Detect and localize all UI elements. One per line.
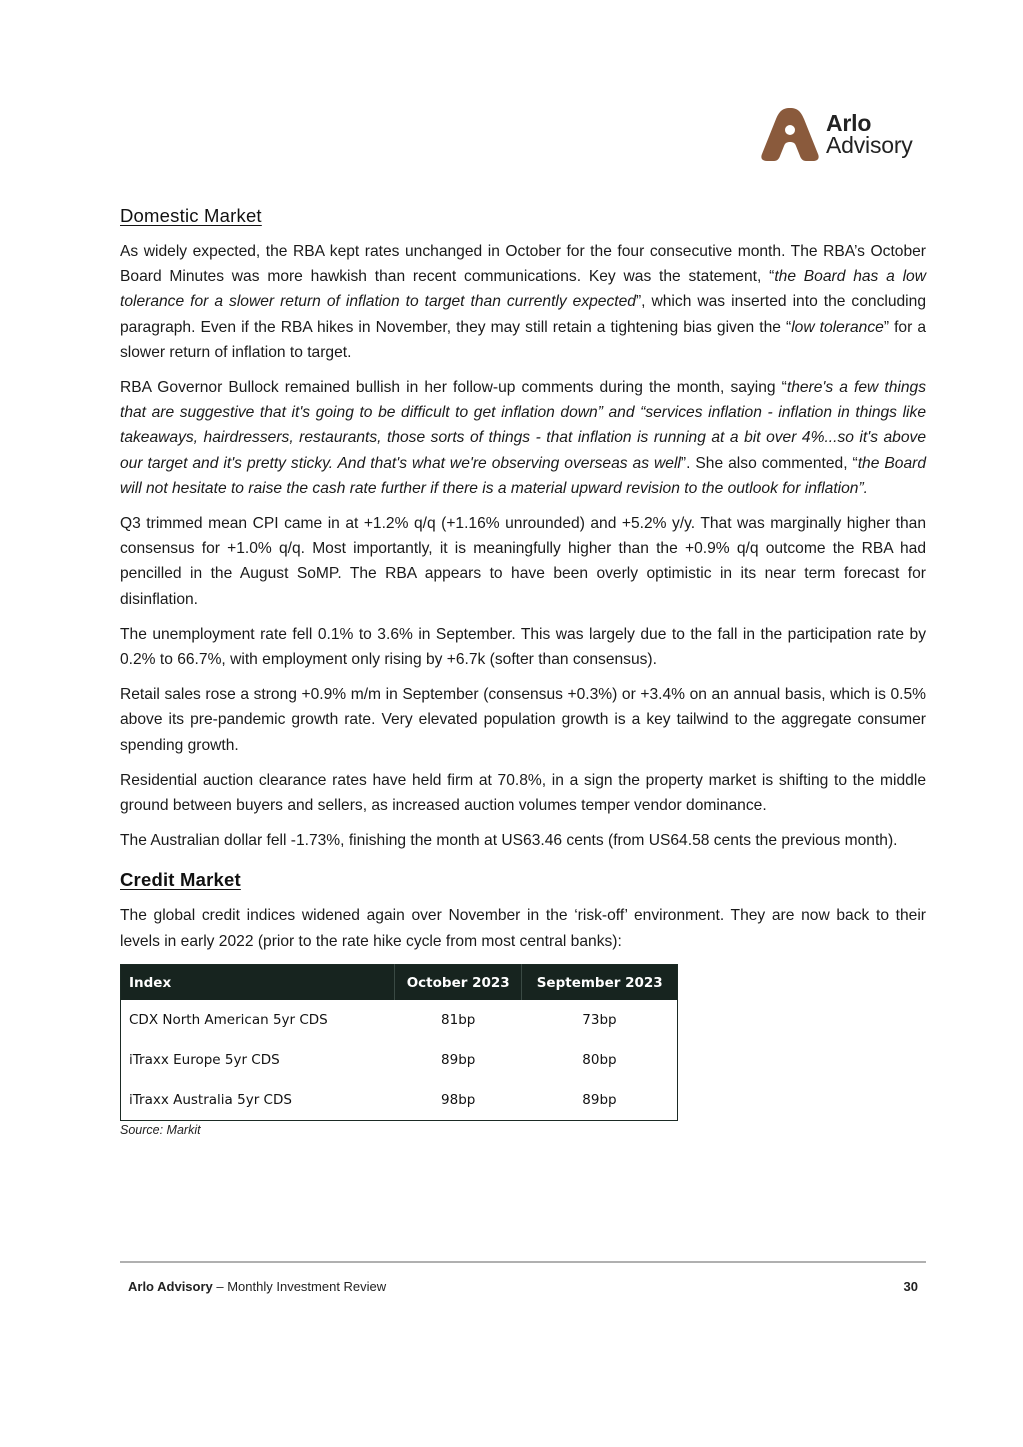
logo-line-2: Advisory (826, 132, 913, 158)
domestic-paragraph-1: As widely expected, the RBA kept rates unchanged in October for the four consecutive month. The RBA’s October Board Minutes was more hawkish than recent communications. Key was the statement, “the Board has a low tolerance for a slower return of inflation to target than currently expected”, which was inserted into the concluding paragraph. Even if the RBA hikes in November, they may still retain a tightening bias given the “low tolerance” for a slower return of inflation to target. (120, 243, 927, 361)
table-header-cell: October 2023 (395, 964, 522, 1000)
table-row (121, 1000, 678, 1040)
table-row (121, 1080, 678, 1120)
footer-divider (120, 1261, 926, 1263)
table-header-cell: Index (121, 964, 395, 1000)
arlo-logo-icon (760, 106, 820, 162)
main-content (120, 205, 926, 1137)
domestic-paragraph-6: Residential auction clearance rates have held firm at 70.8%, in a sign the property market is shifting to the middle ground between buyers and sellers, as increased auction volumes temper vendor dominance. (120, 771, 926, 815)
domestic-paragraph-7: The Australian dollar fell -1.73%, finishing the month at US63.46 cents (from US64.58 cents the previous month). (120, 832, 898, 850)
table-cell: iTraxx Australia 5yr CDS (129, 1092, 292, 1109)
credit-index-table (120, 964, 678, 1121)
table-cell: 81bp (441, 1012, 476, 1029)
footer-publication: – Monthly Investment Review (212, 1279, 387, 1294)
domestic-market-heading: Domestic Market (120, 205, 262, 226)
logo-line-1: Arlo (826, 110, 872, 136)
credit-market-heading: Credit Market (120, 869, 241, 891)
table-cell: 98bp (441, 1092, 476, 1109)
table-cell: CDX North American 5yr CDS (129, 1012, 328, 1029)
table-cell: 89bp (441, 1052, 476, 1069)
domestic-paragraph-3: Q3 trimmed mean CPI came in at +1.2% q/q (+1.16% unrounded) and +5.2% y/y. That was marginally higher than consensus for +1.0% q/q. Most importantly, it is meaningfully higher than the +0.9% q/q outcome the RBA had pencilled in the August SoMP. The RBA appears to have been overly optimistic in its near term forecast for disinflation. (120, 515, 926, 608)
domestic-paragraph-4: The unemployment rate fell 0.1% to 3.6% in September. This was largely due to the fall in the participation rate by 0.2% to 66.7%, with employment only rising by +6.7k (softer than consensus). (120, 625, 926, 669)
table-header-cell: September 2023 (522, 964, 678, 1000)
footer-brand: Arlo Advisory (128, 1279, 213, 1294)
table-source: Source: Markit (120, 1122, 201, 1137)
domestic-paragraph-2: RBA Governor Bullock remained bullish in her follow-up comments during the month, saying “there's a few things that are suggestive that it's going to be difficult to get inflation down” and “services inflation - inflation in things like takeaways, hairdressers, restaurants, those sorts of things - that inflation is running at a bit over 4%...so it's above our target and it's pretty sticky. And that's what we're observing overseas as well”. She also commented, “the Board will not hesitate to raise the cash rate further if there is a material upward revision to the outlook for inflation”. (120, 379, 926, 497)
credit-intro: The global credit indices widened again over November in the ‘risk-off’ environment. They are now back to their levels in early 2022 (prior to the rate hike cycle from most central banks): (120, 907, 926, 950)
table-cell: 73bp (582, 1012, 617, 1029)
table-row (121, 1040, 678, 1080)
table-header-row (121, 964, 678, 1000)
table-cell: 80bp (582, 1052, 617, 1069)
arlo-advisory-logo (760, 106, 913, 162)
table-cell: iTraxx Europe 5yr CDS (129, 1052, 280, 1069)
page-number: 30 (903, 1279, 918, 1294)
footer-title (128, 1279, 386, 1294)
table-cell: 89bp (582, 1092, 617, 1109)
page-footer (128, 1279, 918, 1294)
domestic-paragraph-5: Retail sales rose a strong +0.9% m/m in September (consensus +0.3%) or +3.4% on an annual basis, which is 0.5% above its pre-pandemic growth rate. Very elevated population growth is a key tailwind to the aggregate consumer spending growth. (120, 686, 926, 754)
